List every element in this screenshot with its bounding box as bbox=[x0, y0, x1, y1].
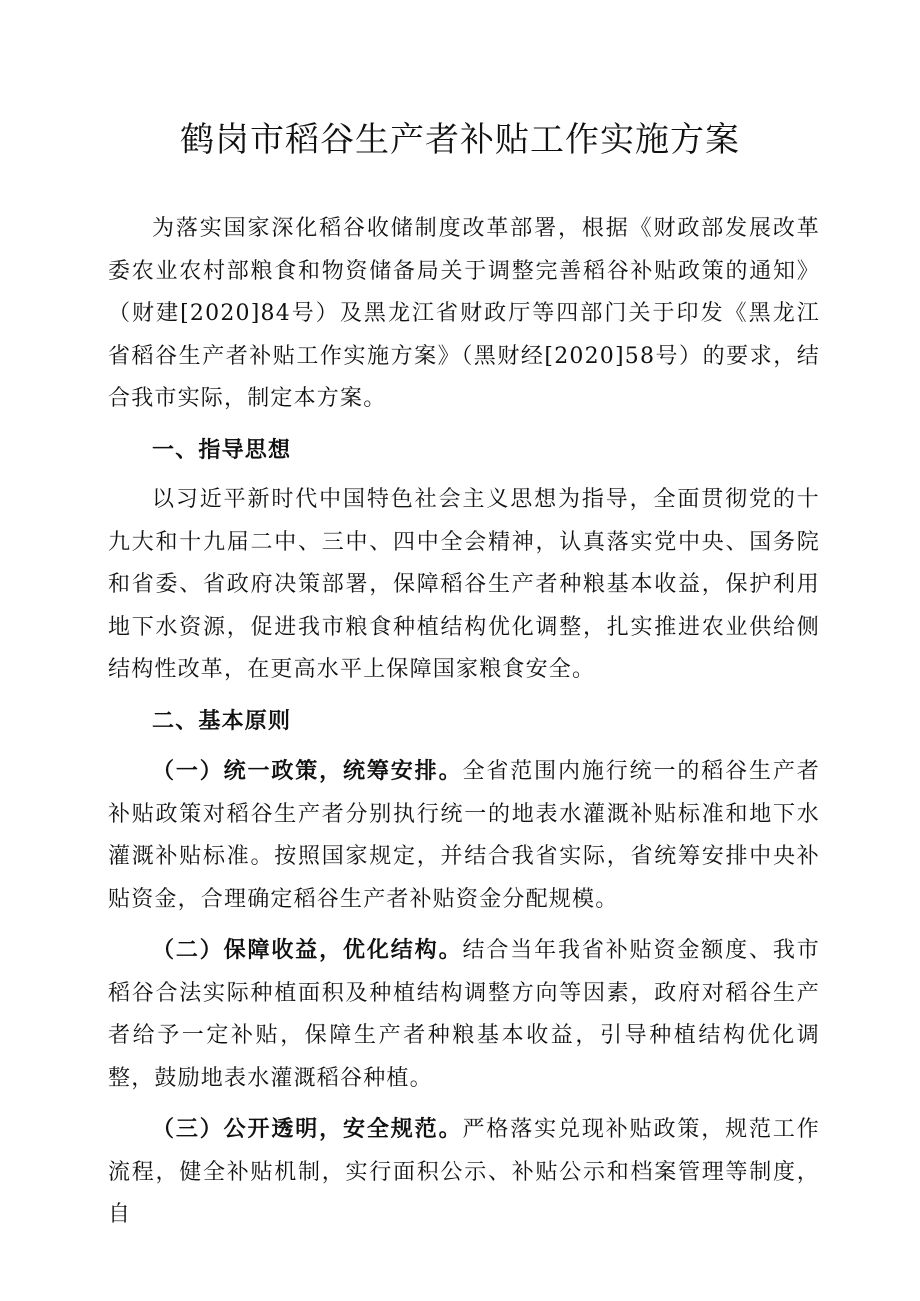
principle-paragraph-3 bbox=[108, 1108, 820, 1237]
section-heading-basic-principles: 二、基本原则 bbox=[152, 707, 292, 734]
principle-lead-2: （二）保障收益，优化结构。 bbox=[152, 937, 463, 963]
principle-paragraph-1 bbox=[108, 750, 820, 921]
section-heading-guiding-ideology: 一、指导思想 bbox=[152, 436, 292, 463]
guiding-ideology-paragraph: 以习近平新时代中国特色社会主义思想为指导，全面贯彻党的十九大和十九届二中、三中、四中全会精神，认真落实党中央、国务院和省委、省政府决策部署，保障稻谷生产者种粮基本收益，保护利用地下水资源，促进我市粮食种植结构优化调整，扎实推进农业供给侧结构性改革，在更高水平上保障国家粮食安全。 bbox=[108, 487, 820, 682]
principle-text-1: 全省范围内施行统一的稻谷生产者补贴政策对稻谷生产者分别执行统一的地表水灌溉补贴标准和地下水灌溉补贴标准。按照国家规定，并结合我省实际，省统筹安排中央补贴资金，合理确定稻谷生产者补贴资金分配规模。 bbox=[108, 759, 820, 912]
principle-paragraph-2 bbox=[108, 929, 820, 1100]
principle-text-2: 结合当年我省补贴资金额度、我市稻谷合法实际种植面积及种植结构调整方向等因素，政府对稻谷生产者给予一定补贴，保障生产者种粮基本收益，引导种植结构优化调整，鼓励地表水灌溉稻谷种植。 bbox=[108, 938, 820, 1091]
document-body bbox=[108, 208, 820, 1245]
document-title: 鹤岗市稻谷生产者补贴工作实施方案 bbox=[180, 120, 740, 160]
principle-lead-3: （三）公开透明，安全规范。 bbox=[152, 1116, 463, 1142]
intro-paragraph: 为落实国家深化稻谷收储制度改革部署，根据《财政部发展改革委农业农村部粮食和物资储备局关于调整完善稻谷补贴政策的通知》（财建[2020]84号）及黑龙江省财政厅等四部门关于印发《黑龙江省稻谷生产者补贴工作实施方案》（黑财经[2020]58号）的要求，结合我市实际，制定本方案。 bbox=[108, 216, 820, 411]
principle-lead-1: （一）统一政策，统筹安排。 bbox=[152, 758, 463, 784]
principle-text-3: 严格落实兑现补贴政策，规范工作流程，健全补贴机制，实行面积公示、补贴公示和档案管理等制度，自 bbox=[108, 1117, 820, 1227]
